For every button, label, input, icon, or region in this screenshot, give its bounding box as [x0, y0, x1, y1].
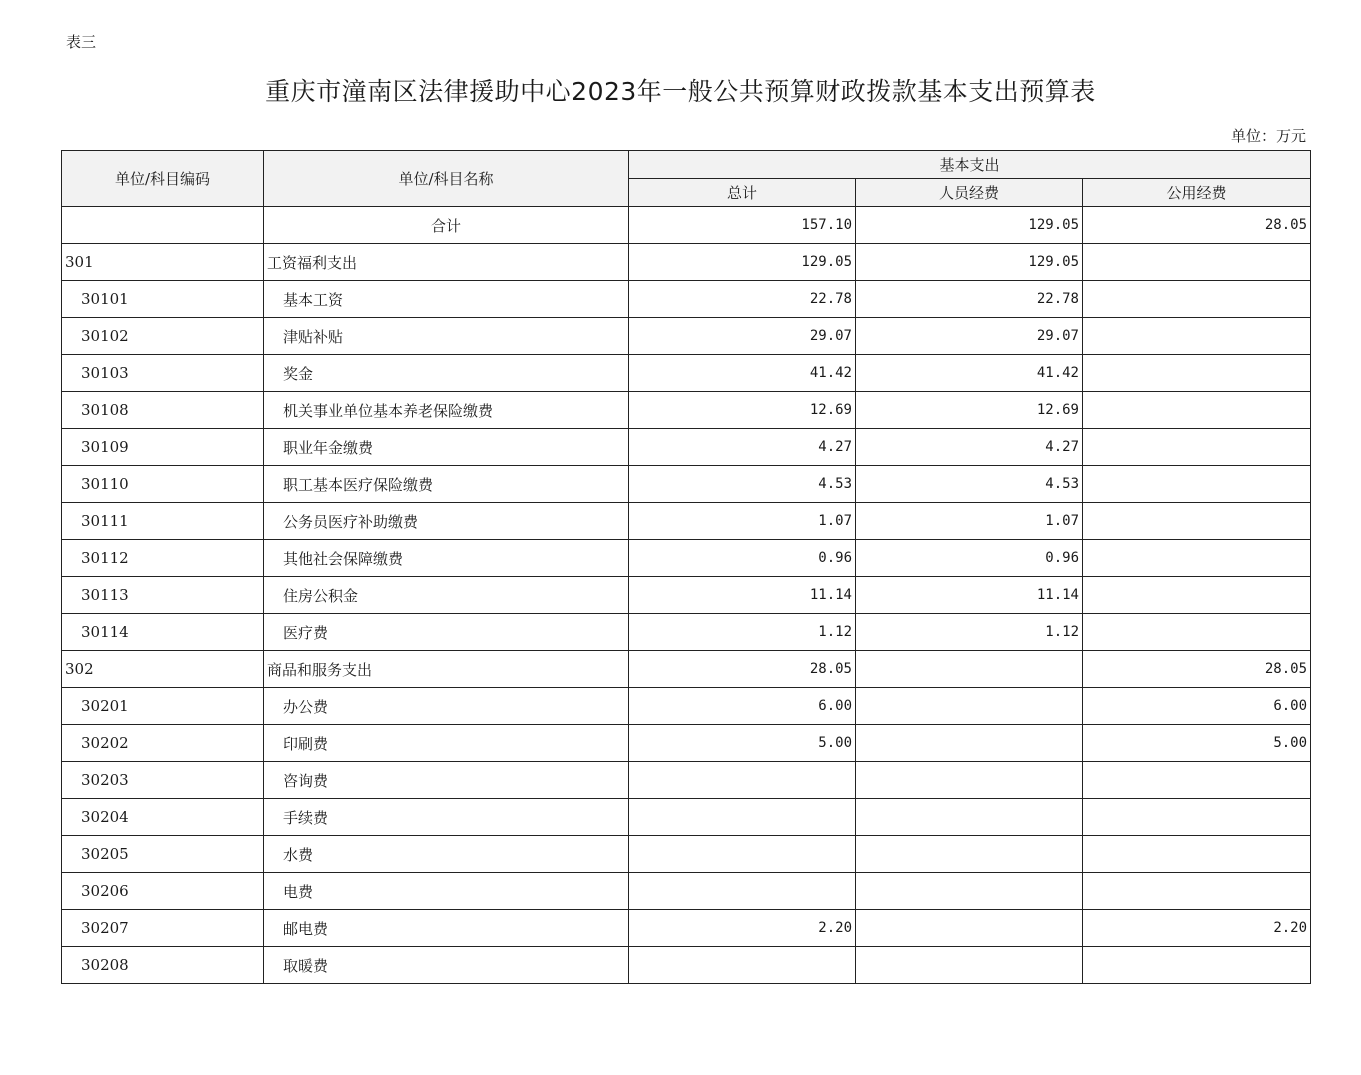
cell-personnel-cost: 12.69	[856, 392, 1083, 429]
cell-public-cost	[1083, 318, 1311, 355]
cell-name: 水费	[264, 836, 629, 873]
cell-personnel-cost: 22.78	[856, 281, 1083, 318]
cell-code: 30206	[62, 873, 264, 910]
cell-personnel-cost	[856, 651, 1083, 688]
budget-table	[61, 150, 1311, 984]
cell-code: 30208	[62, 947, 264, 984]
cell-public-cost: 2.20	[1083, 910, 1311, 947]
cell-total: 5.00	[629, 725, 856, 762]
cell-total: 28.05	[629, 651, 856, 688]
cell-code: 30101	[62, 281, 264, 318]
cell-personnel-cost: 4.53	[856, 466, 1083, 503]
cell-total: 0.96	[629, 540, 856, 577]
table-row	[62, 318, 1311, 355]
cell-public-cost	[1083, 836, 1311, 873]
table-row	[62, 725, 1311, 762]
cell-name: 医疗费	[264, 614, 629, 651]
cell-name: 手续费	[264, 799, 629, 836]
cell-personnel-cost	[856, 762, 1083, 799]
cell-total: 22.78	[629, 281, 856, 318]
cell-public-cost	[1083, 355, 1311, 392]
cell-name: 合计	[264, 207, 629, 244]
cell-name: 邮电费	[264, 910, 629, 947]
cell-code: 30205	[62, 836, 264, 873]
table-row	[62, 873, 1311, 910]
table-row	[62, 947, 1311, 984]
header-public-cost: 公用经费	[1083, 179, 1311, 207]
cell-code: 30204	[62, 799, 264, 836]
header-code: 单位/科目编码	[62, 151, 264, 207]
cell-name: 商品和服务支出	[264, 651, 629, 688]
cell-public-cost	[1083, 873, 1311, 910]
cell-total: 1.12	[629, 614, 856, 651]
cell-public-cost	[1083, 762, 1311, 799]
cell-code: 30113	[62, 577, 264, 614]
table-row	[62, 281, 1311, 318]
cell-personnel-cost	[856, 688, 1083, 725]
cell-code: 30110	[62, 466, 264, 503]
cell-personnel-cost	[856, 836, 1083, 873]
table-row	[62, 355, 1311, 392]
cell-name: 取暖费	[264, 947, 629, 984]
cell-code: 30112	[62, 540, 264, 577]
table-row	[62, 244, 1311, 281]
table-row	[62, 503, 1311, 540]
header-row-top	[62, 151, 1311, 179]
table-number-label: 表三	[66, 33, 97, 51]
cell-total	[629, 947, 856, 984]
cell-personnel-cost: 0.96	[856, 540, 1083, 577]
table-row-total	[62, 207, 1311, 244]
cell-total: 41.42	[629, 355, 856, 392]
header-basic-expenditure: 基本支出	[629, 151, 1311, 179]
cell-public-cost	[1083, 614, 1311, 651]
cell-name: 电费	[264, 873, 629, 910]
cell-name: 住房公积金	[264, 577, 629, 614]
cell-personnel-cost: 1.12	[856, 614, 1083, 651]
cell-code: 30202	[62, 725, 264, 762]
table-row	[62, 651, 1311, 688]
cell-total	[629, 762, 856, 799]
cell-personnel-cost: 1.07	[856, 503, 1083, 540]
header-name: 单位/科目名称	[264, 151, 629, 207]
cell-total: 29.07	[629, 318, 856, 355]
table-row	[62, 429, 1311, 466]
cell-name: 其他社会保障缴费	[264, 540, 629, 577]
cell-public-cost: 6.00	[1083, 688, 1311, 725]
cell-name: 职业年金缴费	[264, 429, 629, 466]
cell-personnel-cost	[856, 799, 1083, 836]
cell-code: 30108	[62, 392, 264, 429]
cell-total: 4.53	[629, 466, 856, 503]
cell-public-cost	[1083, 392, 1311, 429]
cell-total: 4.27	[629, 429, 856, 466]
cell-total	[629, 799, 856, 836]
cell-code: 30114	[62, 614, 264, 651]
cell-name: 职工基本医疗保险缴费	[264, 466, 629, 503]
cell-personnel-cost	[856, 873, 1083, 910]
cell-public-cost	[1083, 540, 1311, 577]
table-row	[62, 466, 1311, 503]
cell-personnel-cost: 11.14	[856, 577, 1083, 614]
cell-public-cost	[1083, 281, 1311, 318]
table-row	[62, 540, 1311, 577]
cell-personnel-cost: 4.27	[856, 429, 1083, 466]
cell-name: 机关事业单位基本养老保险缴费	[264, 392, 629, 429]
cell-personnel-cost: 129.05	[856, 207, 1083, 244]
table-row	[62, 577, 1311, 614]
cell-name: 工资福利支出	[264, 244, 629, 281]
cell-total: 6.00	[629, 688, 856, 725]
cell-total: 11.14	[629, 577, 856, 614]
cell-code: 30201	[62, 688, 264, 725]
cell-public-cost	[1083, 466, 1311, 503]
cell-public-cost	[1083, 947, 1311, 984]
cell-code: 30109	[62, 429, 264, 466]
cell-code: 30103	[62, 355, 264, 392]
cell-code: 301	[62, 244, 264, 281]
cell-name: 津贴补贴	[264, 318, 629, 355]
cell-name: 基本工资	[264, 281, 629, 318]
cell-name: 公务员医疗补助缴费	[264, 503, 629, 540]
cell-name: 办公费	[264, 688, 629, 725]
cell-total: 12.69	[629, 392, 856, 429]
cell-code	[62, 207, 264, 244]
cell-total	[629, 873, 856, 910]
cell-personnel-cost: 29.07	[856, 318, 1083, 355]
cell-public-cost	[1083, 503, 1311, 540]
cell-personnel-cost: 129.05	[856, 244, 1083, 281]
cell-total: 157.10	[629, 207, 856, 244]
cell-public-cost	[1083, 244, 1311, 281]
cell-code: 30207	[62, 910, 264, 947]
header-personnel-cost: 人员经费	[856, 179, 1083, 207]
table-row	[62, 836, 1311, 873]
cell-code: 30102	[62, 318, 264, 355]
cell-personnel-cost	[856, 947, 1083, 984]
cell-public-cost: 28.05	[1083, 207, 1311, 244]
cell-public-cost	[1083, 429, 1311, 466]
table-row	[62, 762, 1311, 799]
table-body	[62, 207, 1311, 984]
cell-name: 印刷费	[264, 725, 629, 762]
header-total: 总计	[629, 179, 856, 207]
table-row	[62, 392, 1311, 429]
cell-public-cost	[1083, 799, 1311, 836]
page-title: 重庆市潼南区法律援助中心2023年一般公共预算财政拨款基本支出预算表	[265, 77, 1096, 106]
unit-label: 单位：万元	[1230, 127, 1306, 145]
cell-code: 302	[62, 651, 264, 688]
cell-code: 30203	[62, 762, 264, 799]
cell-code: 30111	[62, 503, 264, 540]
cell-personnel-cost	[856, 910, 1083, 947]
cell-public-cost	[1083, 577, 1311, 614]
cell-total: 2.20	[629, 910, 856, 947]
cell-name: 咨询费	[264, 762, 629, 799]
cell-total	[629, 836, 856, 873]
cell-public-cost: 5.00	[1083, 725, 1311, 762]
cell-total: 129.05	[629, 244, 856, 281]
cell-name: 奖金	[264, 355, 629, 392]
cell-personnel-cost: 41.42	[856, 355, 1083, 392]
table-row	[62, 688, 1311, 725]
table-header	[62, 151, 1311, 207]
cell-total: 1.07	[629, 503, 856, 540]
cell-personnel-cost	[856, 725, 1083, 762]
table-row	[62, 614, 1311, 651]
table-row	[62, 799, 1311, 836]
table-row	[62, 910, 1311, 947]
cell-public-cost: 28.05	[1083, 651, 1311, 688]
